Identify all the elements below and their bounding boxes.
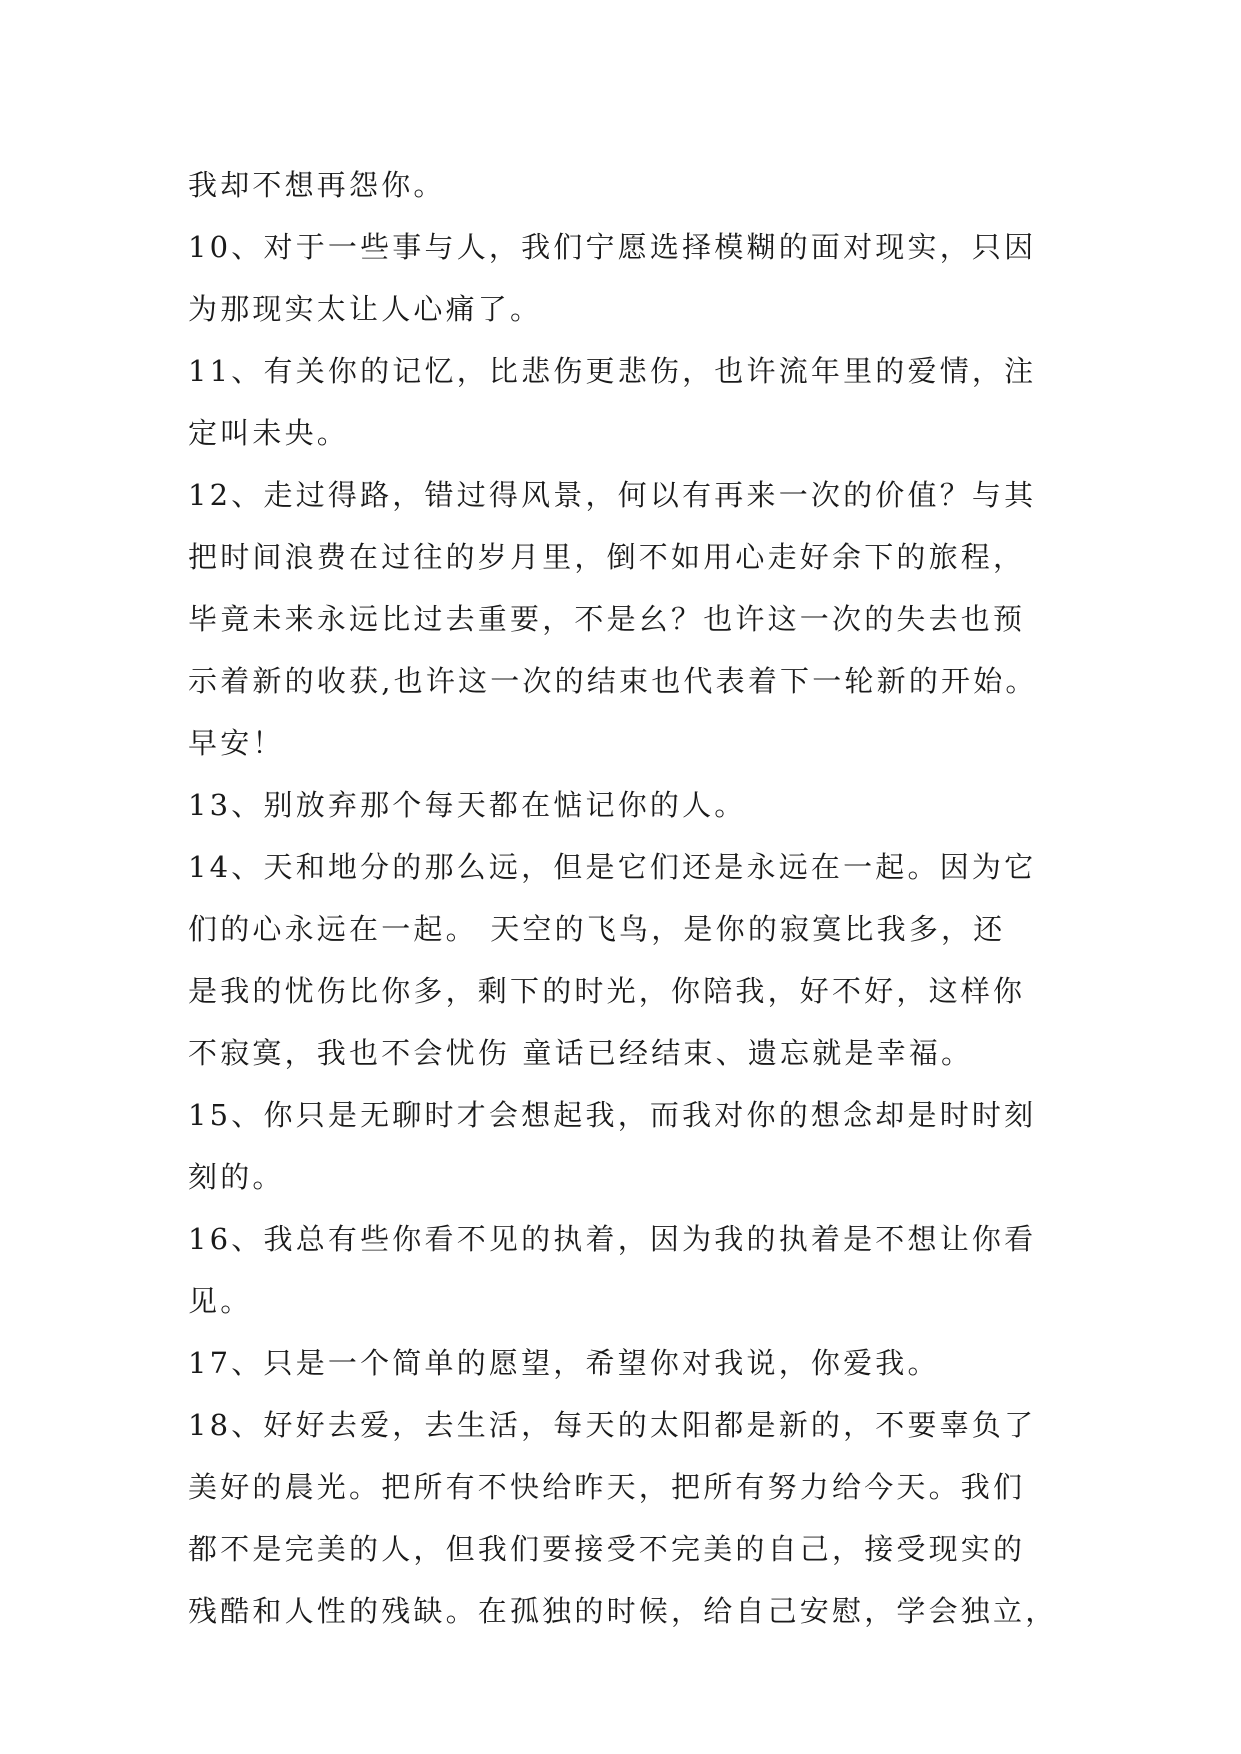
text-line: 16、我总有些你看不见的执着，因为我的执着是不想让你看 — [188, 1222, 1037, 1256]
text-line: 把时间浪费在过往的岁月里，倒不如用心走好余下的旅程， — [188, 540, 1026, 574]
text-line: 美好的晨光。把所有不快给昨天，把所有努力给今天。我们 — [188, 1470, 1026, 1504]
text-line: 们的心永远在一起。 天空的飞鸟，是你的寂寞比我多，还 — [188, 912, 1006, 946]
text-line: 早安！ — [188, 726, 285, 760]
text-line: 11、有关你的记忆，比悲伤更悲伤，也许流年里的爱情，注 — [188, 354, 1037, 388]
text-line: 刻的。 — [188, 1160, 285, 1194]
text-line: 为那现实太让人心痛了。 — [188, 292, 543, 326]
text-line: 10、对于一些事与人，我们宁愿选择模糊的面对现实，只因 — [188, 230, 1037, 264]
text-line: 15、你只是无聊时才会想起我，而我对你的想念却是时时刻 — [188, 1098, 1037, 1132]
text-line: 都不是完美的人，但我们要接受不完美的自己，接受现实的 — [188, 1532, 1026, 1566]
text-line: 14、天和地分的那么远，但是它们还是永远在一起。因为它 — [188, 850, 1037, 884]
text-line: 是我的忧伤比你多，剩下的时光，你陪我，好不好，这样你 — [188, 974, 1026, 1008]
text-line: 定叫未央。 — [188, 416, 350, 450]
text-line: 不寂寞，我也不会忧伤 童话已经结束、遗忘就是幸福。 — [188, 1036, 974, 1070]
text-line: 毕竟未来永远比过去重要，不是幺？也许这一次的失去也预 — [188, 602, 1026, 636]
text-line: 示着新的收获,也许这一次的结束也代表着下一轮新的开始。 — [188, 664, 1038, 698]
text-line: 见。 — [188, 1284, 253, 1318]
document-text — [188, 154, 1058, 1642]
text-line: 12、走过得路，错过得风景，何以有再来一次的价值？与其 — [188, 478, 1037, 512]
text-line: 残酷和人性的残缺。在孤独的时候，给自己安慰，学会独立， — [188, 1594, 1058, 1628]
text-line: 我却不想再怨你。 — [188, 168, 446, 202]
text-line: 17、只是一个简单的愿望，希望你对我说，你爱我。 — [188, 1346, 940, 1380]
text-line: 18、好好去爱，去生活，每天的太阳都是新的，不要辜负了 — [188, 1408, 1037, 1442]
text-line: 13、别放弃那个每天都在惦记你的人。 — [188, 788, 747, 822]
